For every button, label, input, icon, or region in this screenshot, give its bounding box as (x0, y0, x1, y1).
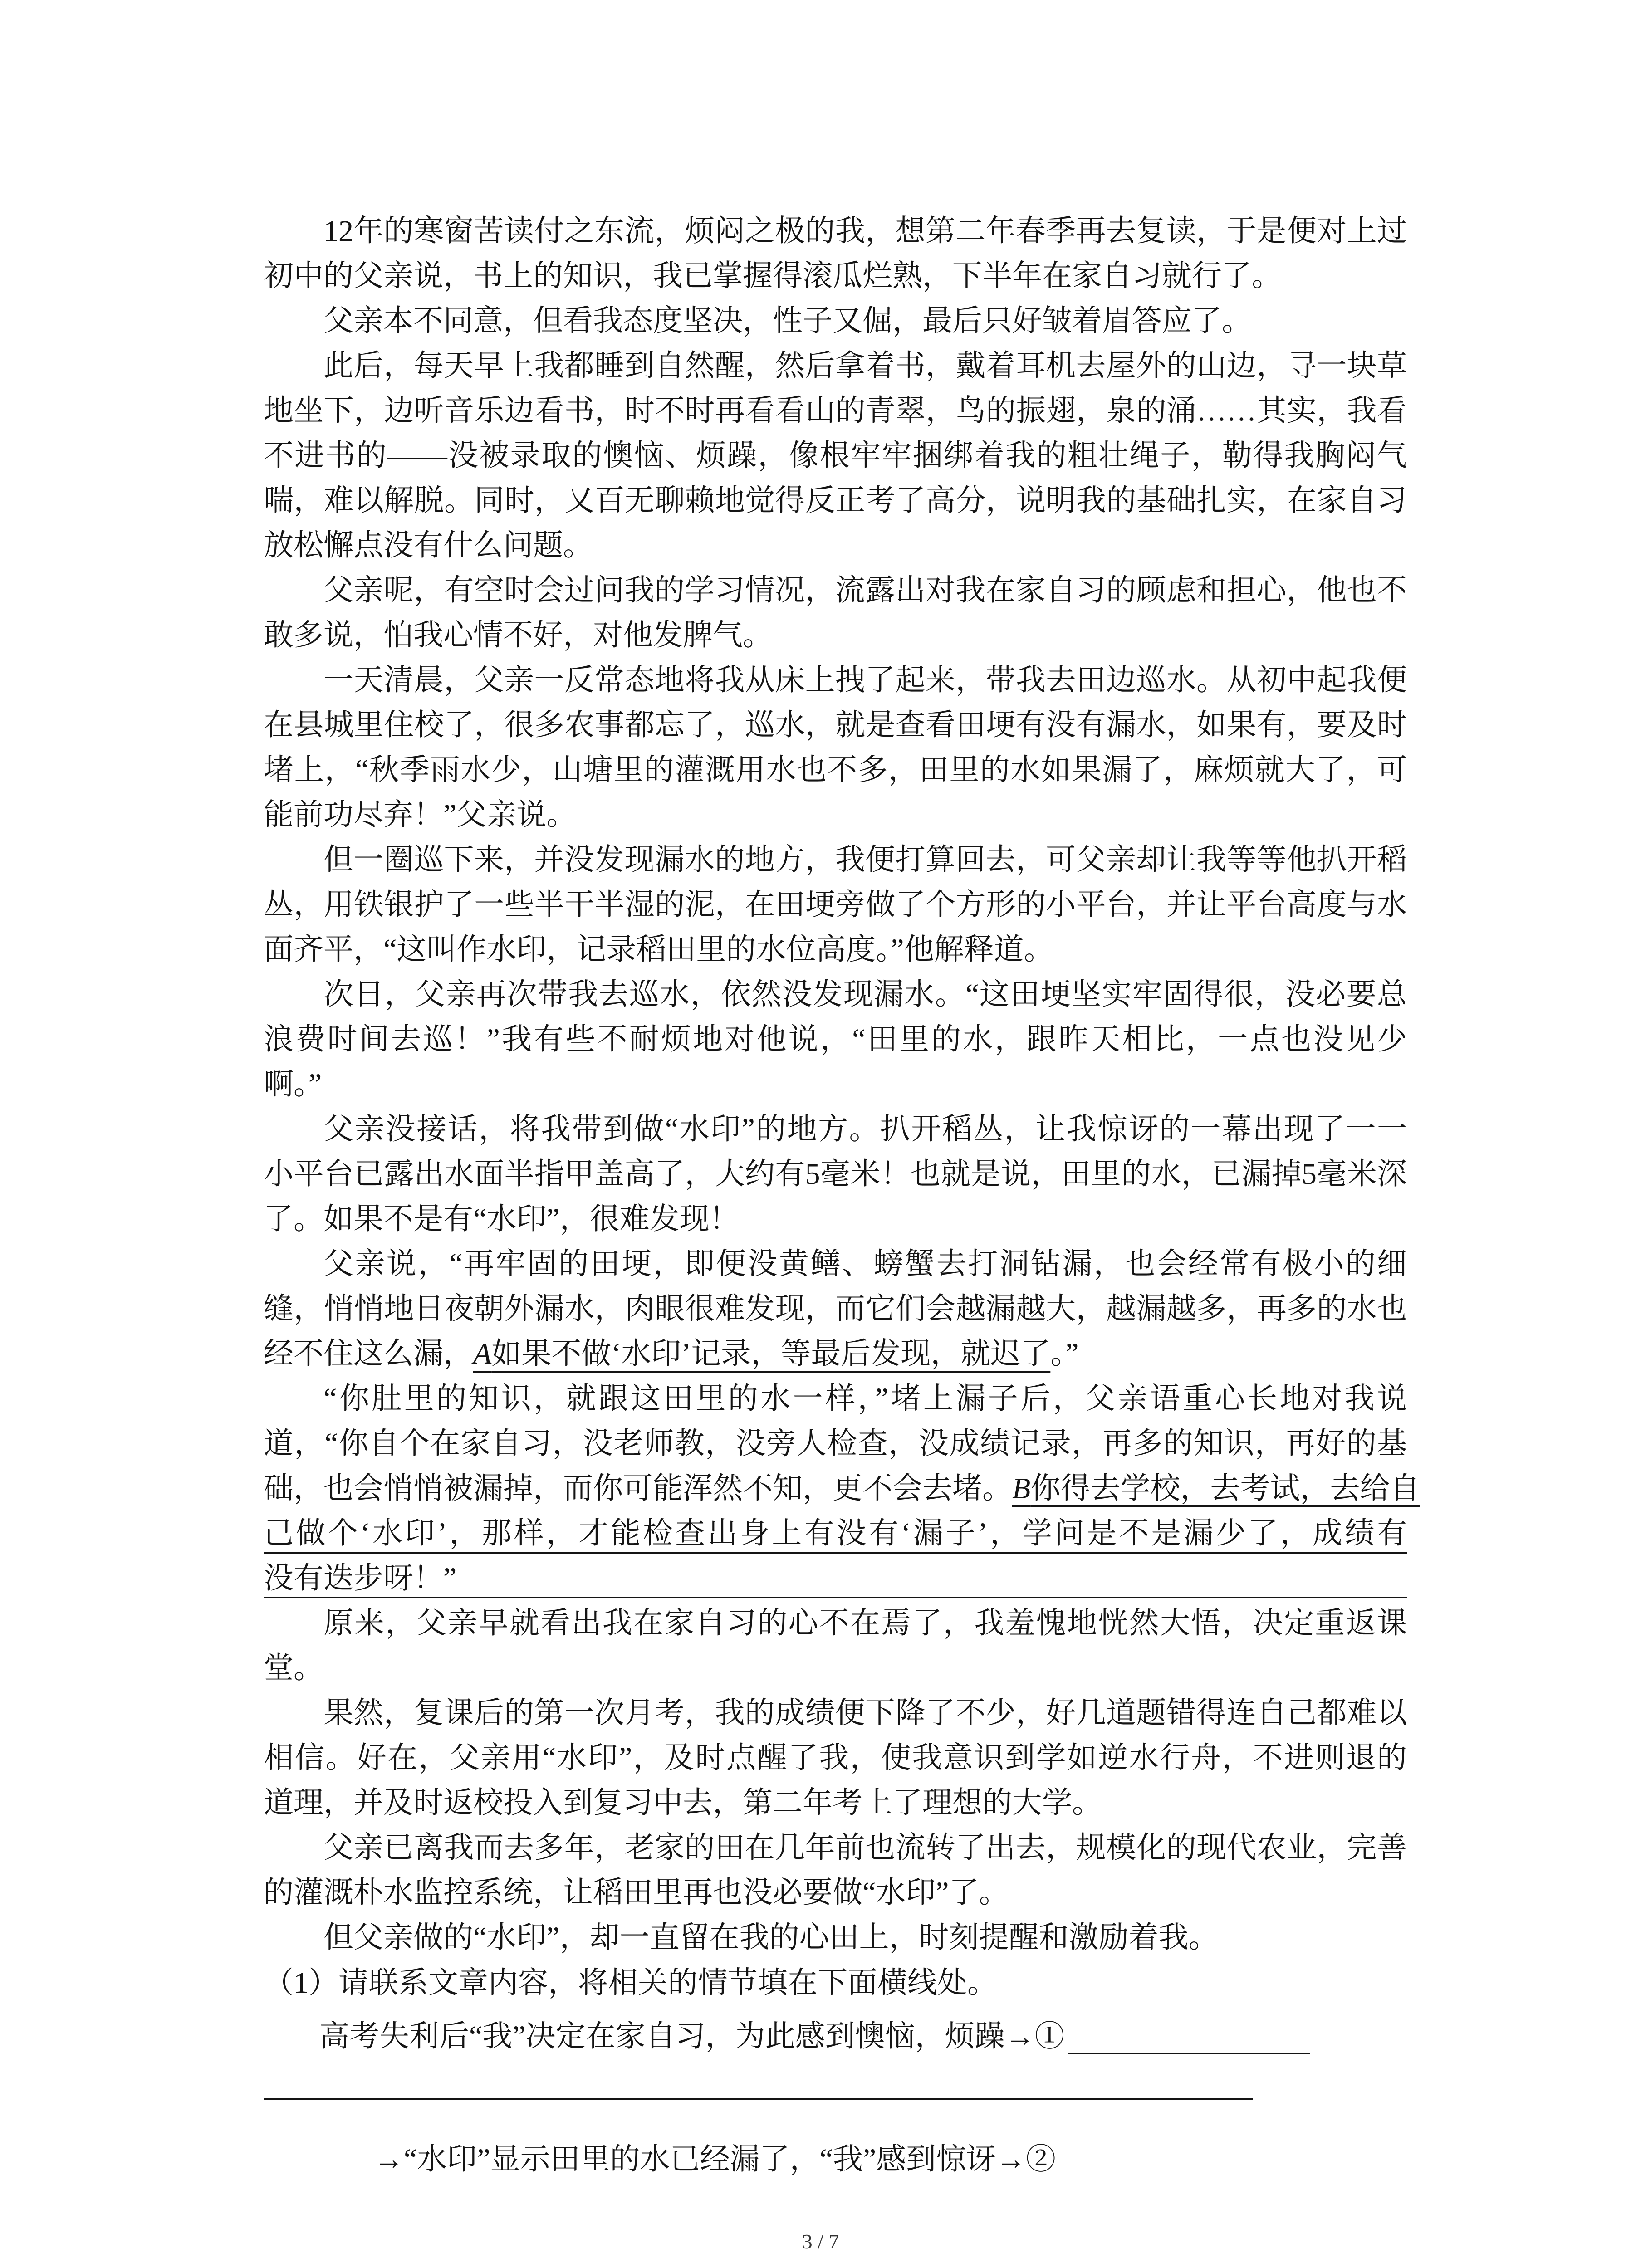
article-line: 堂。 (264, 1652, 323, 1685)
question-chain-middle: →“水印”显示田里的水已经漏了，“我”感到惊讶→② (374, 2143, 1056, 2176)
article-line: 啊。” (264, 1068, 322, 1101)
article-line: 缝，悄悄地日夜朝外漏水，肉眼很难发现，而它们会越漏越大，越漏越多，再多的水也 (264, 1292, 1407, 1325)
article-line: 果然，复课后的第一次月考，我的成绩便下降了不少，好几道题错得连自己都难以 (323, 1696, 1407, 1730)
underlined-line: 己做个‘水印’，那样，才能检查出身上有没有‘漏子’，学问是不是漏少了，成绩有 (264, 1511, 1407, 1556)
article-line: 但一圈巡下来，并没发现漏水的地方，我便打算回去，可父亲却让我等等他扒开稻 (323, 843, 1407, 876)
article-line: 能前功尽弃！”父亲说。 (264, 798, 577, 831)
article-line: 地坐下，边听音乐边看书，时不时再看看山的青翠，鸟的振翅，泉的涌……其实，我看 (264, 394, 1407, 427)
article-line: 喘，难以解脱。同时，又百无聊赖地觉得反正考了高分，说明我的基础扎实，在家自习 (264, 484, 1407, 517)
article-line: 小平台已露出水面半指甲盖高了，大约有5毫米！也就是说，田里的水，已漏掉5毫米深 (264, 1158, 1407, 1191)
article-line: 浪费时间去巡！”我有些不耐烦地对他说，“田里的水，跟昨天相比，一点也没见少 (264, 1023, 1407, 1056)
article-paragraph (264, 658, 1407, 837)
article-line: 12年的寒窗苦读付之东流，烦闷之极的我，想第二年春季再去复读，于是便对上过 (323, 215, 1407, 248)
article-paragraph (264, 972, 1407, 1107)
article-paragraph (264, 1242, 1407, 1376)
question-chain-row-1 (264, 2014, 1310, 2059)
article-line: 但父亲做的“水印”，却一直留在我的心田上，时刻提醒和激励着我。 (323, 1921, 1219, 1954)
article-paragraph (264, 1107, 1407, 1242)
question-prompt: （1）请联系文章内容，将相关的情节填在下面横线处。 (264, 1966, 997, 1999)
underlined-line: 没有迭步呀！” (264, 1556, 1407, 1601)
article-line: 原来，父亲早就看出我在家自习的心不在焉了，我羞愧地恍然大悟，决定重返课 (323, 1607, 1407, 1640)
line-text: 础，也会悄悄被漏掉，而你可能浑然不知，更不会去堵。 (264, 1472, 1012, 1505)
article-paragraph (264, 1691, 1407, 1825)
article-line: 道，“你自个在家自习，没老师教，没旁人检查，没成绩记录，再多的知识，再好的基 (264, 1427, 1407, 1460)
article-line: 此后，每天早上我都睡到自然醒，然后拿着书，戴着耳机去屋外的山边，寻一块草 (323, 349, 1407, 382)
article-paragraph (264, 209, 1407, 298)
article-line: 一天清晨，父亲一反常态地将我从床上拽了起来，带我去田边巡水。从初中起我便 (323, 664, 1407, 697)
article-line: 父亲没接话，将我带到做“水印”的地方。扒开稻丛，让我惊讶的一幕出现了一一 (323, 1113, 1407, 1146)
line-text: 。” (1050, 1337, 1079, 1370)
answer-blank-line (264, 2098, 1253, 2100)
line-text: 经不住这么漏， (264, 1337, 473, 1370)
article-line: 父亲已离我而去多年，老家的田在几年前也流转了出去，规模化的现代农业，完善 (323, 1831, 1407, 1864)
underlined-sentence-a (473, 1337, 1050, 1370)
article-paragraph (264, 1825, 1407, 1915)
article-paragraph (264, 837, 1407, 972)
article-paragraph (264, 1915, 1407, 1960)
underlined-text: 如果不做‘水印’记录，等最后发现，就迟了 (491, 1337, 1051, 1370)
article-paragraph (264, 1376, 1420, 1601)
article-line: 面齐平，“这叫作水印，记录稻田里的水位高度。”他解释道。 (264, 933, 1054, 966)
article-line: 父亲说，“再牢固的田埂，即便没黄鳝、螃蟹去打洞钻漏，也会经常有极小的细 (323, 1247, 1407, 1281)
article-line: 丛，用铁银护了一些半干半湿的泥，在田埂旁做了个方形的小平台，并让平台高度与水 (264, 888, 1407, 921)
article-line: 放松懈点没有什么问题。 (264, 529, 593, 562)
article-line: 在县城里住校了，很多农事都忘了，巡水，就是查看田埂有没有漏水，如果有，要及时 (264, 709, 1407, 742)
sentence-marker-b: B (1012, 1472, 1031, 1505)
article-body (264, 209, 1420, 1960)
article-line: 堵上，“秋季雨水少，山塘里的灌溉用水也不多，田里的水如果漏了，麻烦就大了，可 (264, 753, 1407, 787)
article-line (264, 1331, 1407, 1376)
article-paragraph (264, 343, 1407, 568)
article-line: “你肚里的知识，就跟这田里的水一样，”堵上漏子后，父亲语重心长地对我说 (323, 1382, 1407, 1415)
article-line: 次日，父亲再次带我去巡水，依然没发现漏水。“这田埂坚实牢固得很，没必要总 (323, 978, 1407, 1011)
question-chain-start: 高考失利后“我”决定在家自习，为此感到懊恼，烦躁→① (319, 2020, 1065, 2053)
answer-blank-1 (1068, 2053, 1310, 2054)
article-line: 父亲本不同意，但看我态度坚决，性子又倔，最后只好皱着眉答应了。 (323, 304, 1252, 337)
article-line: 父亲呢，有空时会过问我的学习情况，流露出对我在家自习的顾虑和担心，他也不 (323, 574, 1407, 607)
article-line: 相信。好在，父亲用“水印”，及时点醒了我，使我意识到学如逆水行舟，不进则退的 (264, 1741, 1407, 1774)
article-paragraph (264, 568, 1407, 658)
article-line (264, 1466, 1420, 1511)
sentence-marker-a: A (473, 1337, 492, 1370)
article-line: 敢多说，怕我心情不好，对他发脾气。 (264, 619, 773, 652)
article-paragraph (264, 298, 1407, 343)
article-line: 的灌溉朴水监控系统，让稻田里再也没必要做“水印”了。 (264, 1876, 1009, 1909)
article-paragraph (264, 1601, 1407, 1691)
article-line: 不进书的——没被录取的懊恼、烦躁，像根牢牢捆绑着我的粗壮绳子，勒得我胸闷气 (264, 439, 1407, 472)
underlined-text: 你得去学校，去考试，去给自 (1030, 1472, 1420, 1505)
article-line: 道理，并及时返校投入到复习中去，第二年考上了理想的大学。 (264, 1786, 1102, 1819)
underlined-sentence-b (1012, 1472, 1420, 1505)
article-line: 了。如果不是有“水印”，很难发现！ (264, 1202, 740, 1236)
page-number: 3 / 7 (802, 2230, 839, 2253)
article-line: 初中的父亲说，书上的知识，我已掌握得滚瓜烂熟，下半年在家自习就行了。 (264, 259, 1282, 293)
